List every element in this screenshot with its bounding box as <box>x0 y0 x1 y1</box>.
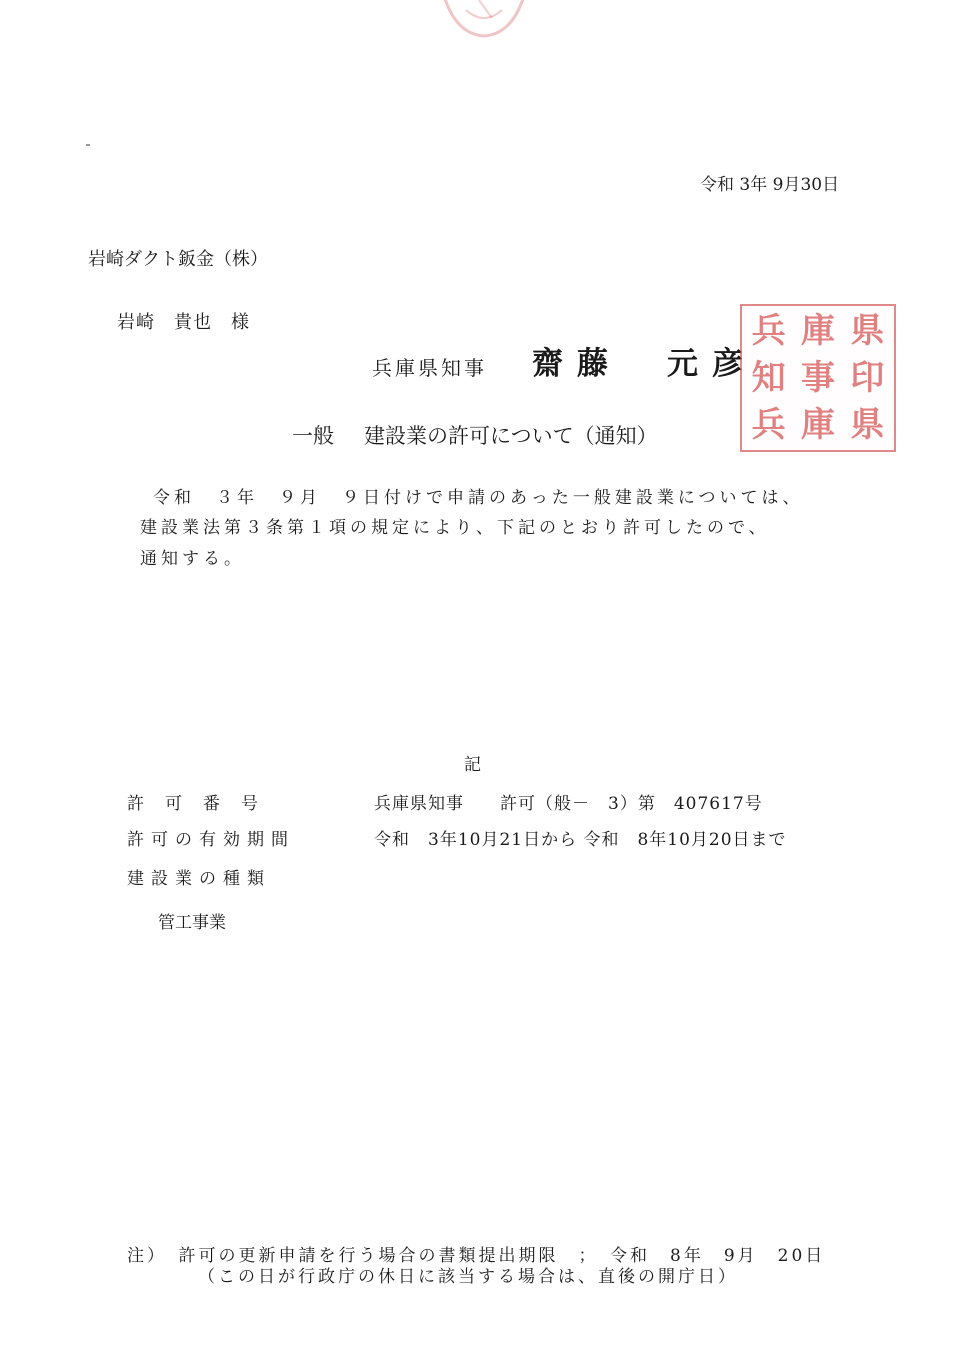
validity-label: 許可の有効期間 <box>127 830 295 850</box>
subject-category: 一般 <box>292 424 334 448</box>
seal-char: 庫 <box>800 311 835 352</box>
scan-speck <box>86 144 90 146</box>
issue-date: 令和 3年 9月30日 <box>700 175 840 195</box>
record-heading: 記 <box>464 755 481 775</box>
note-line-1: 注） 許可の更新申請を行う場合の書類提出期限 ； 令和 8年 9月 20日 <box>127 1246 826 1266</box>
business-type-value: 管工事業 <box>158 913 226 933</box>
note-line-2: （この日が行政庁の休日に該当する場合は、直後の開庁日） <box>198 1267 738 1287</box>
body-line-1: 令和 ３年 ９月 ９日付けで申請のあった一般建設業については、 <box>153 488 804 508</box>
seal-char: 知 <box>751 357 786 398</box>
seal-char: 兵 <box>751 404 786 445</box>
permit-number-value: 兵庫県知事 許可（般－ 3）第 407617号 <box>374 794 763 814</box>
permit-number-label: 許可番号 <box>127 794 279 814</box>
recipient-company: 岩崎ダクト鈑金（株） <box>88 249 268 270</box>
official-seal <box>740 304 896 452</box>
seal-char: 兵 <box>751 311 786 352</box>
sender-name: 齋藤 元彦 <box>532 346 757 382</box>
seal-char: 印 <box>850 357 885 398</box>
seal-char: 事 <box>800 357 835 398</box>
seal-char: 県 <box>850 404 885 445</box>
seal-char: 県 <box>850 311 885 352</box>
subject-line <box>292 420 658 450</box>
validity-value: 令和 3年10月21日から 令和 8年10月20日まで <box>374 830 787 850</box>
faint-stamp-fragment <box>436 0 532 42</box>
recipient-name: 岩崎 貴也 様 <box>117 312 250 333</box>
business-type-label: 建設業の種類 <box>127 869 271 889</box>
body-line-2: 建設業法第３条第１項の規定により、下記のとおり許可したので、 <box>140 518 770 538</box>
sender-title: 兵庫県知事 <box>372 356 487 380</box>
body-line-3: 通知する。 <box>140 549 245 569</box>
seal-char: 庫 <box>800 404 835 445</box>
subject-title: 建設業の許可について（通知） <box>364 424 658 448</box>
